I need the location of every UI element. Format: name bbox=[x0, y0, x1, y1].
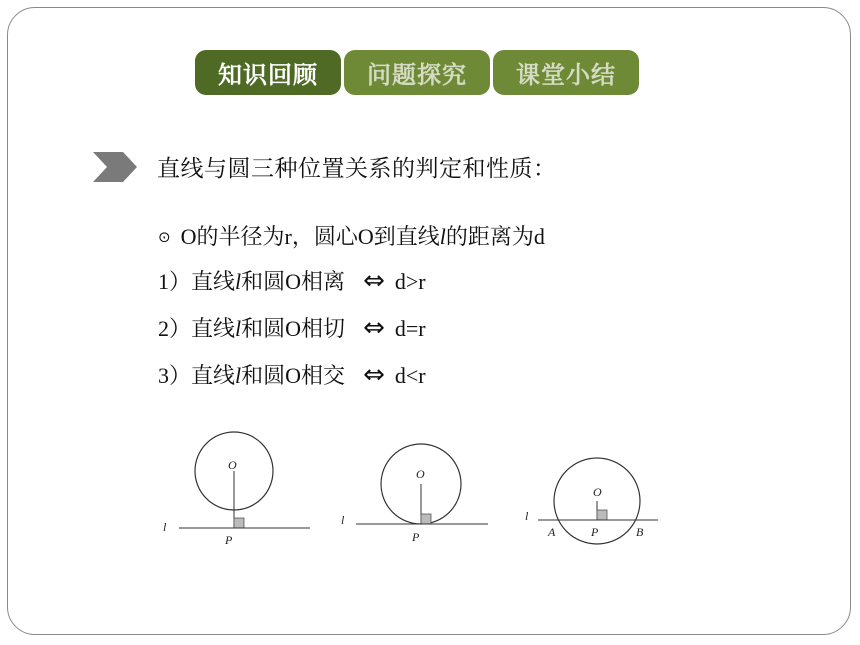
fig2-line-label: l bbox=[341, 513, 345, 527]
fig1-foot-label: P bbox=[225, 533, 233, 547]
chevron-arrow-icon bbox=[93, 152, 139, 182]
relation-3: 3）直线l和圆O相交 ⇔ d<r bbox=[158, 360, 426, 390]
circle-bullet-icon: ⊙ bbox=[158, 228, 171, 246]
fig1-line-label: l bbox=[163, 520, 167, 534]
iff-symbol: ⇔ bbox=[363, 360, 385, 390]
iff-symbol: ⇔ bbox=[363, 313, 385, 343]
tab-bar bbox=[195, 50, 639, 95]
tab-summary[interactable]: 课堂小结 bbox=[493, 50, 639, 95]
fig3-line-label: l bbox=[525, 509, 529, 523]
fig3-point-a-label: A bbox=[548, 525, 556, 539]
heading-text: 直线与圆三种位置关系的判定和性质： bbox=[157, 156, 557, 182]
fig3-center-label: O bbox=[593, 485, 602, 499]
figure-separate bbox=[163, 432, 310, 547]
tab-explore[interactable]: 问题探究 bbox=[344, 50, 490, 95]
figure-tangent bbox=[341, 444, 488, 544]
fig2-foot-label: P bbox=[412, 530, 420, 544]
fig3-point-b-label: B bbox=[636, 525, 644, 539]
fig2-center-label: O bbox=[416, 467, 425, 481]
fig3-foot-label: P bbox=[591, 525, 599, 539]
figure-intersect bbox=[525, 458, 658, 544]
iff-symbol: ⇔ bbox=[363, 266, 385, 296]
fig1-center-label: O bbox=[228, 458, 237, 472]
section-heading bbox=[93, 150, 557, 183]
circle-line-diagrams bbox=[155, 425, 675, 555]
tab-review[interactable]: 知识回顾 bbox=[195, 50, 341, 95]
premise-line: ⊙ O的半径为r，圆心O到直线l的距离为d bbox=[158, 224, 545, 250]
relation-1: 1）直线l和圆O相离 ⇔ d>r bbox=[158, 266, 426, 296]
relation-2: 2）直线l和圆O相切 ⇔ d=r bbox=[158, 313, 426, 343]
